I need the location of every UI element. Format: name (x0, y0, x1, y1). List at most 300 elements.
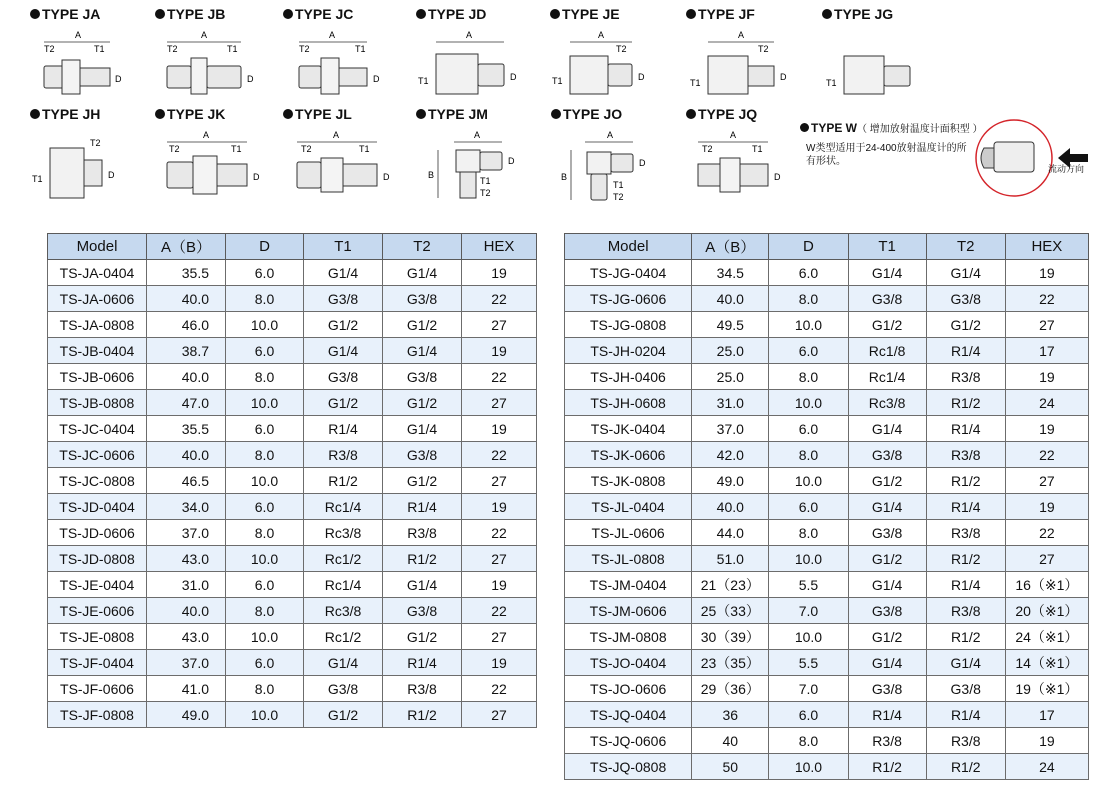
cell-hex: 17 (1005, 702, 1088, 728)
cell-t1: G1/2 (848, 468, 926, 494)
cell-model: TS-JL-0404 (565, 494, 692, 520)
table-row (48, 624, 537, 650)
dim-a: A (466, 30, 473, 40)
dim-t1: T1 (227, 44, 238, 54)
col-a: A（B） (147, 234, 226, 260)
cell-d: 10.0 (769, 312, 848, 338)
type-w-title: TYPE W（ 增加放射温度计面积型 ） (800, 120, 983, 135)
cell-model: TS-JK-0808 (565, 468, 692, 494)
cell-hex: 19 (1005, 364, 1088, 390)
cell-t1: Rc1/4 (848, 364, 926, 390)
type-jo-drawing (551, 120, 681, 210)
cell-t1: Rc3/8 (848, 390, 926, 416)
cell-t2: G3/8 (926, 676, 1005, 702)
table-row (48, 338, 537, 364)
cell-t1: G3/8 (848, 676, 926, 702)
cell-t1: G3/8 (848, 442, 926, 468)
cell-a: 49.5 (692, 312, 769, 338)
cell-d: 8.0 (226, 286, 304, 312)
type-jb-drawing (155, 20, 285, 100)
cell-t1: R1/4 (304, 416, 383, 442)
table-row (565, 364, 1089, 390)
cell-t2: R1/4 (926, 416, 1005, 442)
cell-d: 5.5 (769, 650, 848, 676)
dim-d: D (508, 156, 515, 166)
table-row (48, 364, 537, 390)
type-w (800, 118, 1100, 213)
cell-t2: G3/8 (383, 598, 462, 624)
cell-model: TS-JF-0606 (48, 676, 147, 702)
dim-b: B (428, 170, 435, 180)
cell-t2: G1/4 (926, 260, 1005, 286)
cell-model: TS-JF-0808 (48, 702, 147, 728)
dim-t1: T1 (418, 76, 429, 86)
cell-t1: G3/8 (304, 364, 383, 390)
cell-d: 10.0 (226, 468, 304, 494)
cell-t1: G1/2 (848, 546, 926, 572)
cell-t2: G1/4 (926, 650, 1005, 676)
table-row (565, 260, 1089, 286)
cell-hex: 27 (1005, 546, 1088, 572)
cell-a: 25.0 (692, 338, 769, 364)
cell-a: 44.0 (692, 520, 769, 546)
table-row (565, 650, 1089, 676)
type-je (550, 6, 680, 101)
cell-hex: 22 (462, 676, 537, 702)
dim-t1: T1 (552, 76, 563, 86)
dim-t2: T2 (758, 44, 769, 54)
cell-d: 10.0 (769, 546, 848, 572)
type-ja-title: TYPE JA (30, 6, 100, 22)
cell-model: TS-JH-0608 (565, 390, 692, 416)
cell-t2: R3/8 (926, 598, 1005, 624)
cell-d: 7.0 (769, 676, 848, 702)
cell-d: 8.0 (226, 676, 304, 702)
cell-t1: Rc3/8 (304, 520, 383, 546)
dim-t2: T2 (613, 192, 624, 202)
type-jg-title: TYPE JG (822, 6, 893, 22)
cell-a: 35.5 (147, 416, 226, 442)
cell-hex: 16（※1） (1005, 572, 1088, 598)
table-row (565, 598, 1089, 624)
cell-t2: R1/4 (926, 494, 1005, 520)
col-t1: T1 (304, 234, 383, 260)
cell-hex: 17 (1005, 338, 1088, 364)
dim-d: D (780, 72, 787, 82)
cell-t2: G1/2 (383, 468, 462, 494)
cell-d: 8.0 (226, 442, 304, 468)
spec-table-left (47, 233, 537, 728)
cell-d: 10.0 (769, 624, 848, 650)
dim-t1: T1 (32, 174, 43, 184)
table-row (565, 416, 1089, 442)
cell-a: 37.0 (692, 416, 769, 442)
type-w-description: W类型适用于24-400放射温度计的所有形状。 (806, 143, 967, 167)
cell-hex: 19 (462, 650, 537, 676)
cell-t2: G3/8 (926, 286, 1005, 312)
cell-d: 10.0 (226, 546, 304, 572)
cell-model: TS-JM-0808 (565, 624, 692, 650)
cell-d: 6.0 (226, 650, 304, 676)
cell-hex: 27 (1005, 468, 1088, 494)
cell-model: TS-JG-0404 (565, 260, 692, 286)
table-row (565, 754, 1089, 780)
cell-t1: G1/4 (848, 494, 926, 520)
cell-a: 40.0 (147, 364, 226, 390)
cell-a: 40.0 (692, 286, 769, 312)
cell-t2: R1/2 (926, 390, 1005, 416)
table-row (48, 442, 537, 468)
cell-t1: G1/4 (848, 416, 926, 442)
type-w-note: （ 增加放射温度计面积型 ） (857, 124, 983, 135)
table-row (565, 442, 1089, 468)
cell-d: 10.0 (226, 624, 304, 650)
cell-hex: 19 (1005, 728, 1088, 754)
dim-t1: T1 (480, 176, 491, 186)
cell-d: 10.0 (226, 390, 304, 416)
type-jo-title: TYPE JO (551, 106, 622, 122)
dim-d: D (510, 72, 517, 82)
dim-t2: T2 (167, 44, 178, 54)
cell-hex: 24 (1005, 754, 1088, 780)
table-row (48, 676, 537, 702)
cell-t2: R3/8 (926, 520, 1005, 546)
cell-hex: 22 (462, 286, 537, 312)
cell-d: 8.0 (226, 520, 304, 546)
dim-a: A (201, 30, 208, 40)
table-row (565, 312, 1089, 338)
dim-d: D (108, 170, 115, 180)
type-ja (30, 6, 160, 101)
cell-a: 51.0 (692, 546, 769, 572)
cell-a: 47.0 (147, 390, 226, 416)
cell-d: 10.0 (769, 754, 848, 780)
dim-d: D (383, 172, 390, 182)
cell-t2: R1/4 (926, 572, 1005, 598)
cell-model: TS-JF-0404 (48, 650, 147, 676)
table-row (48, 390, 537, 416)
cell-hex: 22 (1005, 286, 1088, 312)
cell-t1: Rc1/8 (848, 338, 926, 364)
cell-t2: G3/8 (383, 442, 462, 468)
cell-d: 6.0 (226, 338, 304, 364)
cell-a: 34.5 (692, 260, 769, 286)
cell-t2: G1/4 (383, 338, 462, 364)
cell-a: 49.0 (692, 468, 769, 494)
dim-d: D (253, 172, 260, 182)
table-row (565, 546, 1089, 572)
cell-t2: R3/8 (926, 364, 1005, 390)
dim-t1: T1 (94, 44, 105, 54)
cell-hex: 22 (462, 520, 537, 546)
type-jm-title: TYPE JM (416, 106, 488, 122)
flow-direction-label: 流动方向 (1048, 164, 1085, 174)
table-row (48, 520, 537, 546)
dim-d: D (639, 158, 646, 168)
col-t2: T2 (383, 234, 462, 260)
dim-a: A (329, 30, 336, 40)
cell-hex: 24（※1） (1005, 624, 1088, 650)
cell-t1: R1/2 (848, 754, 926, 780)
table-row (48, 286, 537, 312)
cell-a: 38.7 (147, 338, 226, 364)
dim-a: A (598, 30, 605, 40)
cell-model: TS-JL-0808 (565, 546, 692, 572)
cell-model: TS-JK-0404 (565, 416, 692, 442)
cell-a: 43.0 (147, 546, 226, 572)
cell-a: 31.0 (147, 572, 226, 598)
cell-hex: 22 (462, 598, 537, 624)
cell-a: 49.0 (147, 702, 226, 728)
cell-a: 40.0 (147, 286, 226, 312)
type-jc-title: TYPE JC (283, 6, 353, 22)
cell-hex: 22 (462, 442, 537, 468)
type-jq (686, 106, 816, 201)
cell-t2: R1/2 (383, 702, 462, 728)
cell-a: 40 (692, 728, 769, 754)
cell-model: TS-JD-0404 (48, 494, 147, 520)
cell-hex: 19（※1） (1005, 676, 1088, 702)
cell-model: TS-JH-0406 (565, 364, 692, 390)
cell-hex: 27 (462, 312, 537, 338)
cell-model: TS-JE-0808 (48, 624, 147, 650)
dim-t1: T1 (752, 144, 763, 154)
col-a: A（B） (692, 234, 769, 260)
cell-t2: R3/8 (926, 728, 1005, 754)
cell-t2: R1/2 (926, 546, 1005, 572)
dim-a: A (738, 30, 745, 40)
cell-model: TS-JQ-0404 (565, 702, 692, 728)
col-t2: T2 (926, 234, 1005, 260)
type-jl (283, 106, 413, 201)
cell-t2: G1/4 (383, 260, 462, 286)
cell-t1: Rc1/2 (304, 546, 383, 572)
dim-a: A (474, 130, 481, 140)
cell-hex: 19 (462, 260, 537, 286)
cell-t2: R1/4 (383, 650, 462, 676)
cell-a: 40.0 (692, 494, 769, 520)
cell-model: TS-JE-0404 (48, 572, 147, 598)
cell-hex: 24 (1005, 390, 1088, 416)
dim-a: A (607, 130, 614, 140)
cell-a: 41.0 (147, 676, 226, 702)
table-row (565, 676, 1089, 702)
cell-t2: G1/2 (926, 312, 1005, 338)
type-jk (155, 106, 285, 201)
dim-t2: T2 (702, 144, 713, 154)
cell-model: TS-JE-0606 (48, 598, 147, 624)
cell-model: TS-JQ-0808 (565, 754, 692, 780)
cell-hex: 27 (462, 624, 537, 650)
table-header-row (565, 234, 1089, 260)
dim-t1: T1 (231, 144, 242, 154)
cell-a: 31.0 (692, 390, 769, 416)
cell-t1: G3/8 (848, 286, 926, 312)
cell-t1: R1/2 (304, 468, 383, 494)
cell-hex: 19 (462, 338, 537, 364)
table-row (565, 468, 1089, 494)
cell-t2: G1/2 (383, 624, 462, 650)
cell-model: TS-JK-0606 (565, 442, 692, 468)
cell-t1: G1/4 (304, 260, 383, 286)
dim-t1: T1 (826, 78, 837, 88)
cell-d: 8.0 (226, 364, 304, 390)
cell-d: 10.0 (769, 468, 848, 494)
cell-model: TS-JM-0606 (565, 598, 692, 624)
cell-hex: 19 (462, 494, 537, 520)
cell-model: TS-JC-0404 (48, 416, 147, 442)
cell-model: TS-JC-0808 (48, 468, 147, 494)
type-jf-title: TYPE JF (686, 6, 755, 22)
type-je-title: TYPE JE (550, 6, 620, 22)
cell-model: TS-JB-0404 (48, 338, 147, 364)
cell-a: 50 (692, 754, 769, 780)
cell-d: 6.0 (769, 494, 848, 520)
cell-model: TS-JB-0808 (48, 390, 147, 416)
cell-model: TS-JB-0606 (48, 364, 147, 390)
cell-model: TS-JA-0808 (48, 312, 147, 338)
table-row (48, 494, 537, 520)
cell-a: 25（33） (692, 598, 769, 624)
dim-t2: T2 (169, 144, 180, 154)
cell-a: 29（36） (692, 676, 769, 702)
dim-a: A (203, 130, 210, 140)
dim-b: B (561, 172, 568, 182)
cell-t2: R1/2 (383, 546, 462, 572)
cell-d: 6.0 (226, 494, 304, 520)
type-jg (822, 6, 952, 101)
cell-hex: 19 (1005, 416, 1088, 442)
cell-t1: G1/2 (304, 702, 383, 728)
dim-d: D (247, 74, 254, 84)
type-jl-drawing (283, 120, 413, 200)
type-jf-drawing (686, 20, 816, 100)
cell-a: 30（39） (692, 624, 769, 650)
cell-a: 23（35） (692, 650, 769, 676)
dim-t1: T1 (359, 144, 370, 154)
type-jc (283, 6, 413, 101)
col-hex: HEX (1005, 234, 1088, 260)
type-jf (686, 6, 816, 101)
cell-t2: R1/4 (926, 338, 1005, 364)
cell-model: TS-JM-0404 (565, 572, 692, 598)
dim-d: D (774, 172, 781, 182)
type-jg-drawing (822, 20, 952, 100)
cell-t1: G1/2 (304, 312, 383, 338)
type-jd (416, 6, 546, 101)
cell-a: 34.0 (147, 494, 226, 520)
cell-d: 10.0 (226, 312, 304, 338)
table-row (565, 390, 1089, 416)
dim-d: D (115, 74, 122, 84)
table-header-row (48, 234, 537, 260)
table-row (565, 338, 1089, 364)
cell-t1: G3/8 (304, 286, 383, 312)
cell-model: TS-JL-0606 (565, 520, 692, 546)
cell-t2: R3/8 (926, 442, 1005, 468)
col-d: D (226, 234, 304, 260)
table-row (565, 624, 1089, 650)
cell-t2: R1/2 (926, 754, 1005, 780)
cell-t2: G1/2 (383, 390, 462, 416)
cell-t1: G1/4 (848, 650, 926, 676)
cell-t1: Rc1/4 (304, 494, 383, 520)
cell-a: 40.0 (147, 442, 226, 468)
dim-d: D (638, 72, 645, 82)
col-hex: HEX (462, 234, 537, 260)
type-jm (416, 106, 546, 201)
type-je-drawing (550, 20, 680, 100)
cell-a: 21（23） (692, 572, 769, 598)
cell-hex: 19 (1005, 494, 1088, 520)
cell-t1: G1/4 (304, 338, 383, 364)
cell-t1: G3/8 (848, 598, 926, 624)
cell-t2: G3/8 (383, 286, 462, 312)
cell-a: 46.5 (147, 468, 226, 494)
cell-t2: G1/2 (383, 312, 462, 338)
dim-d: D (373, 74, 380, 84)
cell-model: TS-JG-0808 (565, 312, 692, 338)
cell-hex: 19 (1005, 260, 1088, 286)
cell-a: 37.0 (147, 520, 226, 546)
table-row (565, 520, 1089, 546)
cell-t2: R1/2 (926, 468, 1005, 494)
type-jh-drawing (30, 120, 160, 200)
cell-t1: G3/8 (304, 676, 383, 702)
dim-t1: T1 (613, 180, 624, 190)
cell-hex: 27 (462, 390, 537, 416)
cell-d: 8.0 (769, 286, 848, 312)
type-jo (551, 106, 681, 201)
table-row (565, 702, 1089, 728)
cell-model: TS-JO-0606 (565, 676, 692, 702)
type-jc-drawing (283, 20, 413, 100)
cell-hex: 27 (462, 702, 537, 728)
type-jd-drawing (416, 20, 546, 100)
type-jq-title: TYPE JQ (686, 106, 757, 122)
table-row (565, 286, 1089, 312)
type-ja-drawing (30, 20, 160, 100)
cell-hex: 22 (1005, 442, 1088, 468)
cell-model: TS-JD-0808 (48, 546, 147, 572)
col-t1: T1 (848, 234, 926, 260)
cell-hex: 22 (462, 364, 537, 390)
cell-t1: G1/2 (304, 390, 383, 416)
cell-hex: 27 (462, 468, 537, 494)
cell-d: 6.0 (226, 260, 304, 286)
type-jh (30, 106, 160, 201)
cell-model: TS-JA-0606 (48, 286, 147, 312)
cell-model: TS-JD-0606 (48, 520, 147, 546)
type-jb-title: TYPE JB (155, 6, 225, 22)
cell-t1: G1/4 (848, 260, 926, 286)
dim-t2: T2 (480, 188, 491, 198)
table-row (565, 572, 1089, 598)
spec-table-right (564, 233, 1089, 780)
cell-t2: G1/4 (383, 572, 462, 598)
cell-d: 8.0 (769, 728, 848, 754)
table-row (48, 260, 537, 286)
dim-t2: T2 (301, 144, 312, 154)
fitting-types-panel (0, 0, 1100, 215)
cell-t2: R3/8 (383, 676, 462, 702)
dim-a: A (730, 130, 737, 140)
cell-a: 40.0 (147, 598, 226, 624)
cell-d: 8.0 (769, 364, 848, 390)
type-jl-title: TYPE JL (283, 106, 352, 122)
cell-hex: 20（※1） (1005, 598, 1088, 624)
table-row (48, 416, 537, 442)
